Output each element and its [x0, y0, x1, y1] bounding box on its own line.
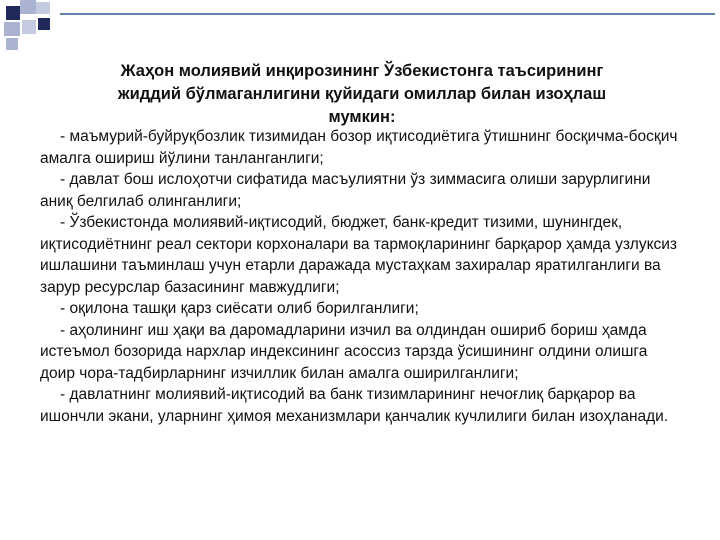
decor-square-light: [4, 22, 20, 36]
body-paragraph: - давлат бош ислоҳотчи сифатида масъулиятни ўз зиммасига олиши зарурлигини аниқ белгилаб олинганлиги;: [40, 171, 651, 210]
title-line: жиддий бўлмаганлигини қуйидаги омиллар билан изоҳлаш: [117, 85, 607, 103]
header-rule: [60, 13, 715, 15]
decor-square-dark: [38, 18, 50, 30]
title-line: мумкин:: [328, 108, 396, 126]
title-line: Жаҳон молиявий инқирозининг Ўзбекистонга таъсирининг: [120, 62, 604, 80]
decor-square-light: [20, 0, 36, 14]
slide-body: [40, 126, 680, 427]
decor-square-dark: [6, 6, 20, 20]
body-paragraph: - давлатнинг молиявий-иқтисодий ва банк тизимларининг нечоғлиқ барқарор ва ишончли экани, уларнинг ҳимоя механизмлари қанчалик кучлилиги билан изоҳланади.: [40, 386, 669, 425]
slide-decoration: [0, 0, 720, 60]
decor-square-light: [22, 20, 36, 34]
body-paragraph: - аҳолининг иш ҳақи ва даромадларини изчил ва олдиндан ошириб бориш ҳамда истеъмол бозорида нархлар индексининг асоссиз тарзда ўсишининг олдини олишга доир чора-тадбирларнинг изчиллик билан амалга оширилганлиги;: [40, 321, 648, 382]
decor-square-light: [36, 2, 50, 14]
decor-square-light: [6, 38, 18, 50]
body-paragraph: - Ўзбекистонда молиявий-иқтисодий, бюджет, банк-кредит тизими, шунингдек, иқтисодиётнинг реал сектори корхоналари ва тармоқларининг барқарор ҳамда узлуксиз ишлашини таъминлаш учун етарли даражада мустаҳкам захиралар яратилганлиги ва зарур ресурслар базасининг мавжудлиги;: [40, 214, 678, 296]
body-paragraph: - маъмурий-буйруқбозлик тизимидан бозор иқтисодиётига ўтишнинг босқичма-босқич амалга ошириш йўлини танланганлиги;: [40, 128, 678, 167]
body-paragraph: - оқилона ташқи қарз сиёсати олиб борилганлиги;: [60, 300, 419, 317]
slide-title: [52, 60, 672, 129]
